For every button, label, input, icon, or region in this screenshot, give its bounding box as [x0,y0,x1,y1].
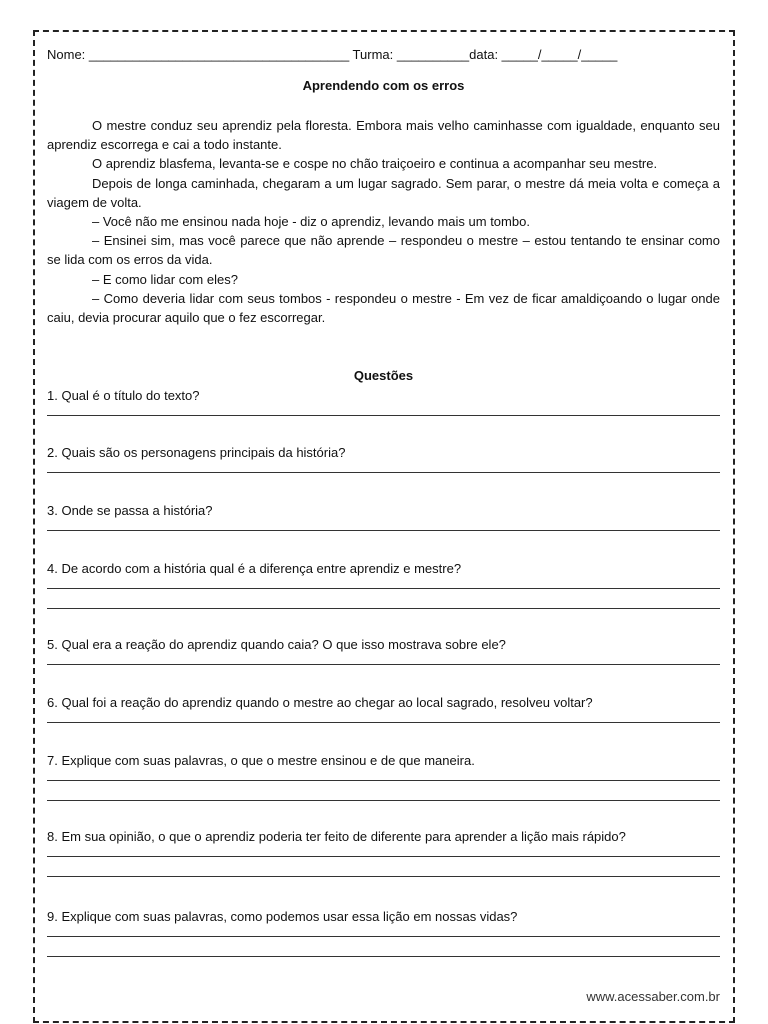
question-text: 7. Explique com suas palavras, o que o mestre ensinou e de que maneira. [47,753,475,768]
story-text [47,116,720,327]
story-paragraph: – Você não me ensinou nada hoje - diz o aprendiz, levando mais um tombo. [92,214,530,230]
student-info-line: Nome: ____________________________________ Turma: __________data: _____/_____/_____ [47,47,618,62]
answer-line[interactable] [47,588,720,589]
question-text: 8. Em sua opinião, o que o aprendiz poderia ter feito de diferente para aprender a lição mais rápido? [47,829,626,844]
question-6 [47,693,720,723]
question-3 [47,501,720,531]
question-9 [47,907,720,957]
story-paragraph: – E como lidar com eles? [92,271,238,287]
question-text: 1. Qual é o título do texto? [47,388,200,403]
worksheet-border [33,30,735,1023]
question-text: 6. Qual foi a reação do aprendiz quando o mestre ao chegar ao local sagrado, resolveu voltar? [47,695,593,710]
answer-line[interactable] [47,722,720,723]
answer-line[interactable] [47,856,720,857]
question-1 [47,386,720,416]
worksheet-content [47,32,720,1021]
answer-line[interactable] [47,530,720,531]
question-text: 4. De acordo com a história qual é a diferença entre aprendiz e mestre? [47,561,462,576]
question-text: 2. Quais são os personagens principais da história? [47,445,346,460]
answer-line[interactable] [47,800,720,801]
answer-line[interactable] [47,780,720,781]
answer-line[interactable] [47,936,720,937]
questions-title: Questões [353,368,414,383]
answer-line[interactable] [47,472,720,473]
question-7 [47,751,720,801]
question-2 [47,443,720,473]
question-8 [47,827,720,877]
answer-line[interactable] [47,415,720,416]
answer-line[interactable] [47,664,720,665]
story-paragraph: O aprendiz blasfema, levanta-se e cospe no chão traiçoeiro e continua a acompanhar seu mestre. [92,156,658,172]
text-title: Aprendendo com os erros [302,78,465,93]
footer-website: www.acessaber.com.br [586,989,720,1004]
answer-line[interactable] [47,608,720,609]
question-4 [47,559,720,609]
story-paragraph: Depois de longa caminhada, chegaram a um lugar sagrado. Sem parar, o mestre dá meia volta e começa a viagem de volta. [47,175,720,210]
question-text: 3. Onde se passa a história? [47,503,213,518]
story-paragraph: O mestre conduz seu aprendiz pela floresta. Embora mais velho caminhasse com igualdade, enquanto seu aprendiz escorrega e cai a todo instante. [47,118,720,153]
question-text: 9. Explique com suas palavras, como podemos usar essa lição em nossas vidas? [47,909,518,924]
question-text: 5. Qual era a reação do aprendiz quando caia? O que isso mostrava sobre ele? [47,637,506,652]
story-paragraph: – Ensinei sim, mas você parece que não aprende – respondeu o mestre – estou tentando te ensinar como se lida com os erros da vida. [47,233,720,268]
story-paragraph: – Como deveria lidar com seus tombos - respondeu o mestre - Em vez de ficar amaldiçoando o lugar onde caiu, devia procurar aquilo que o fez escorregar. [47,290,720,326]
question-5 [47,635,720,665]
answer-line[interactable] [47,956,720,957]
answer-line[interactable] [47,876,720,877]
